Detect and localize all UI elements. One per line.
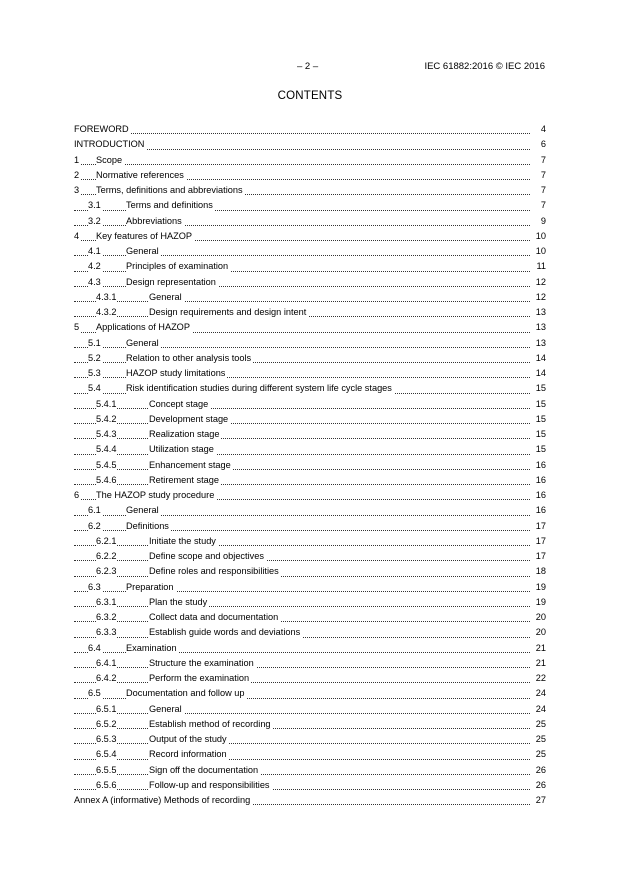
toc-entry-page: 24: [535, 686, 546, 701]
toc-entry-title: Documentation and follow up: [126, 686, 247, 701]
toc-entry-page: 21: [535, 641, 546, 656]
toc-entry-page: 10: [535, 229, 546, 244]
toc-entry[interactable]: [74, 427, 546, 442]
toc-entry-number: 3: [74, 183, 80, 198]
toc-entry-page: 13: [535, 336, 546, 351]
toc-entry[interactable]: [74, 778, 546, 793]
toc-entry-title: Enhancement stage: [149, 458, 233, 473]
dot-leader: [74, 408, 530, 409]
toc-entry-title: The HAZOP study procedure: [96, 488, 216, 503]
toc-entry-page: 17: [535, 519, 546, 534]
toc-entry[interactable]: [74, 580, 546, 595]
toc-entry[interactable]: [74, 320, 546, 335]
toc-entry-page: 15: [535, 427, 546, 442]
toc-entry-number: 6.2: [88, 519, 102, 534]
toc-entry-title: Establish guide words and deviations: [149, 625, 302, 640]
toc-entry[interactable]: [74, 534, 546, 549]
toc-entry[interactable]: [74, 656, 546, 671]
toc-entry[interactable]: [74, 412, 546, 427]
toc-entry-page: 15: [535, 381, 546, 396]
toc-entry-number: 1: [74, 153, 80, 168]
toc-entry-page: 20: [535, 625, 546, 640]
toc-entry-title: Follow-up and responsibilities: [149, 778, 272, 793]
toc-entry[interactable]: [74, 549, 546, 564]
toc-entry-number: 5.4.1: [96, 397, 117, 412]
dot-leader: [74, 469, 530, 470]
toc-entry-page: 9: [540, 214, 546, 229]
toc-entry[interactable]: [74, 564, 546, 579]
toc-entry-page: 25: [535, 732, 546, 747]
toc-entry-number: 6.2.1: [96, 534, 117, 549]
toc-entry-title: Concept stage: [149, 397, 210, 412]
toc-entry-number: 6.5: [88, 686, 102, 701]
toc-entry-number: 5.2: [88, 351, 102, 366]
toc-entry-number: 6.4.2: [96, 671, 117, 686]
toc-entry-number: 5.4.3: [96, 427, 117, 442]
toc-entry-page: 7: [540, 198, 546, 213]
toc-entry-title: General: [126, 336, 161, 351]
toc-entry-number: 5.4.4: [96, 442, 117, 457]
toc-entry-number: 4.3.2: [96, 305, 117, 320]
toc-entry-title: Key features of HAZOP: [96, 229, 194, 244]
toc-entry-number: 4.2: [88, 259, 102, 274]
toc-entry[interactable]: [74, 259, 546, 274]
toc-entry[interactable]: [74, 763, 546, 778]
toc-entry-title: HAZOP study limitations: [126, 366, 227, 381]
contents-title: CONTENTS: [277, 90, 343, 102]
toc-entry-title: Output of the study: [149, 732, 229, 747]
toc-entry[interactable]: [74, 442, 546, 457]
toc-entry-number: 4.3.1: [96, 290, 117, 305]
toc-entry-number: 6.5.3: [96, 732, 117, 747]
toc-entry[interactable]: [74, 641, 546, 656]
toc-entry-page: 13: [535, 305, 546, 320]
dot-leader: [74, 728, 530, 729]
toc-entry-number: 5: [74, 320, 80, 335]
toc-entry-page: 25: [535, 747, 546, 762]
dot-leader: [74, 743, 530, 744]
toc-entry[interactable]: [74, 305, 546, 320]
toc-entry-number: 4.1: [88, 244, 102, 259]
toc-entry-page: 19: [535, 580, 546, 595]
toc-entry-title: General: [126, 503, 161, 518]
toc-entry-title: Terms and definitions: [126, 198, 215, 213]
toc-entry-number: 4.3: [88, 275, 102, 290]
toc-entry[interactable]: [74, 610, 546, 625]
dot-leader: [74, 438, 530, 439]
toc-entry[interactable]: [74, 366, 546, 381]
toc-entry-page: 15: [535, 412, 546, 427]
toc-entry-title: Initiate the study: [149, 534, 218, 549]
toc-entry[interactable]: [74, 214, 546, 229]
toc-entry-page: 14: [535, 366, 546, 381]
dot-leader: [74, 621, 530, 622]
toc-entry[interactable]: [74, 686, 546, 701]
toc-entry-page: 26: [535, 763, 546, 778]
toc-entry-title: Preparation: [126, 580, 176, 595]
toc-entry[interactable]: [74, 458, 546, 473]
toc-entry-title: Terms, definitions and abbreviations: [96, 183, 245, 198]
toc-entry-number: 5.4.5: [96, 458, 117, 473]
toc-entry-page: 22: [535, 671, 546, 686]
toc-entry-title: Define scope and objectives: [149, 549, 266, 564]
toc-entry[interactable]: [74, 336, 546, 351]
dot-leader: [74, 667, 530, 668]
toc-entry-page: 14: [535, 351, 546, 366]
toc-entry[interactable]: [74, 275, 546, 290]
dot-leader: [74, 164, 530, 165]
toc-entry-number: 3.2: [88, 214, 102, 229]
toc-entry-title: General: [149, 702, 184, 717]
toc-entry-page: 20: [535, 610, 546, 625]
toc-entry-page: 12: [535, 290, 546, 305]
toc-entry-page: 4: [540, 122, 546, 137]
toc-entry-number: 6.4.1: [96, 656, 117, 671]
toc-entry-number: 6.2.3: [96, 564, 117, 579]
toc-entry-number: 6.5.1: [96, 702, 117, 717]
toc-entry[interactable]: [74, 702, 546, 717]
toc-entry-title: Normative references: [96, 168, 186, 183]
toc-entry-page: 13: [535, 320, 546, 335]
toc-entry[interactable]: [74, 168, 546, 183]
dot-leader: [74, 576, 530, 577]
toc-entry[interactable]: [74, 153, 546, 168]
toc-entry-page: 16: [535, 473, 546, 488]
toc-entry-title: Annex A (informative) Methods of recording: [74, 793, 252, 808]
toc-entry-number: 6.5.5: [96, 763, 117, 778]
toc-entry[interactable]: [74, 198, 546, 213]
toc-entry-title: Retirement stage: [149, 473, 221, 488]
dot-leader: [74, 545, 530, 546]
toc-entry-title: General: [126, 244, 161, 259]
toc-entry-number: 3.1: [88, 198, 102, 213]
toc-entry[interactable]: [74, 625, 546, 640]
toc-entry-page: 17: [535, 534, 546, 549]
toc-entry-number: 4: [74, 229, 80, 244]
toc-entry-page: 26: [535, 778, 546, 793]
toc-entry-title: Applications of HAZOP: [96, 320, 192, 335]
table-of-contents: [74, 122, 546, 808]
toc-entry-page: 6: [540, 137, 546, 152]
toc-entry-page: 12: [535, 275, 546, 290]
toc-entry-page: 17: [535, 549, 546, 564]
dot-leader: [74, 774, 530, 775]
toc-entry-title: Establish method of recording: [149, 717, 273, 732]
toc-entry-number: 6.3.3: [96, 625, 117, 640]
toc-entry-page: 7: [540, 153, 546, 168]
toc-entry[interactable]: [74, 290, 546, 305]
toc-entry-page: 24: [535, 702, 546, 717]
toc-entry[interactable]: [74, 229, 546, 244]
toc-entry-number: 6.1: [88, 503, 102, 518]
toc-entry[interactable]: [74, 519, 546, 534]
toc-entry[interactable]: [74, 717, 546, 732]
toc-entry[interactable]: [74, 137, 546, 152]
toc-entry[interactable]: [74, 473, 546, 488]
toc-entry-title: Abbreviations: [126, 214, 184, 229]
dot-leader: [74, 454, 530, 455]
toc-entry-page: 7: [540, 183, 546, 198]
toc-entry-title: Design representation: [126, 275, 218, 290]
toc-entry-number: 6.5.6: [96, 778, 117, 793]
page-number: – 2 –: [297, 61, 319, 72]
toc-entry-number: 6.2.2: [96, 549, 117, 564]
toc-entry-title: Relation to other analysis tools: [126, 351, 253, 366]
toc-entry[interactable]: [74, 595, 546, 610]
toc-entry-title: Collect data and documentation: [149, 610, 280, 625]
toc-entry-number: 6.4: [88, 641, 102, 656]
toc-entry-page: 16: [535, 488, 546, 503]
dot-leader: [74, 301, 530, 302]
toc-entry-number: 6: [74, 488, 80, 503]
toc-entry-page: 7: [540, 168, 546, 183]
toc-entry-page: 27: [535, 793, 546, 808]
toc-entry-number: 6.5.4: [96, 747, 117, 762]
toc-entry[interactable]: [74, 503, 546, 518]
toc-entry-number: 5.4.2: [96, 412, 117, 427]
toc-entry[interactable]: [74, 671, 546, 686]
toc-entry-title: Development stage: [149, 412, 230, 427]
toc-entry[interactable]: [74, 793, 546, 808]
toc-entry-title: Principles of examination: [126, 259, 230, 274]
toc-entry-page: 16: [535, 458, 546, 473]
toc-entry-title: FOREWORD: [74, 122, 131, 137]
toc-entry-page: 11: [535, 259, 546, 274]
toc-entry-title: Plan the study: [149, 595, 209, 610]
dot-leader: [74, 133, 530, 134]
toc-entry-page: 16: [535, 503, 546, 518]
page-header: [0, 61, 620, 75]
toc-entry-title: Risk identification studies during different system life cycle stages: [126, 381, 394, 396]
toc-entry[interactable]: [74, 397, 546, 412]
toc-entry-number: 5.3: [88, 366, 102, 381]
toc-entry-title: Examination: [126, 641, 179, 656]
toc-entry-number: 6.5.2: [96, 717, 117, 732]
toc-entry-number: 6.3: [88, 580, 102, 595]
toc-entry-title: Structure the examination: [149, 656, 256, 671]
toc-entry-title: Utilization stage: [149, 442, 216, 457]
toc-entry-number: 5.4.6: [96, 473, 117, 488]
toc-entry-page: 19: [535, 595, 546, 610]
toc-entry-title: Define roles and responsibilities: [149, 564, 281, 579]
toc-entry-page: 21: [535, 656, 546, 671]
document-reference: IEC 61882:2016 © IEC 2016: [424, 61, 545, 72]
toc-entry-title: Record information: [149, 747, 229, 762]
toc-entry-page: 10: [535, 244, 546, 259]
dot-leader: [74, 713, 530, 714]
toc-entry-page: 18: [535, 564, 546, 579]
toc-entry[interactable]: [74, 122, 546, 137]
toc-entry-title: Sign off the documentation: [149, 763, 260, 778]
toc-entry-number: 2: [74, 168, 80, 183]
toc-entry-title: Scope: [96, 153, 124, 168]
toc-entry-number: 5.1: [88, 336, 102, 351]
toc-entry[interactable]: [74, 244, 546, 259]
toc-entry-title: Perform the examination: [149, 671, 251, 686]
dot-leader: [74, 759, 530, 760]
toc-entry[interactable]: [74, 732, 546, 747]
dot-leader: [74, 606, 530, 607]
toc-entry[interactable]: [74, 488, 546, 503]
toc-entry-number: 5.4: [88, 381, 102, 396]
dot-leader: [74, 682, 530, 683]
dot-leader: [74, 560, 530, 561]
dot-leader: [74, 789, 530, 790]
toc-entry[interactable]: [74, 351, 546, 366]
toc-entry[interactable]: [74, 183, 546, 198]
toc-entry[interactable]: [74, 381, 546, 396]
toc-entry-page: 15: [535, 442, 546, 457]
toc-entry-page: 25: [535, 717, 546, 732]
toc-entry[interactable]: [74, 747, 546, 762]
toc-entry-page: 15: [535, 397, 546, 412]
toc-entry-title: Realization stage: [149, 427, 221, 442]
toc-entry-title: Design requirements and design intent: [149, 305, 308, 320]
toc-entry-title: Definitions: [126, 519, 171, 534]
dot-leader: [74, 423, 530, 424]
toc-entry-title: INTRODUCTION: [74, 137, 146, 152]
toc-entry-number: 6.3.2: [96, 610, 117, 625]
dot-leader: [74, 484, 530, 485]
toc-entry-number: 6.3.1: [96, 595, 117, 610]
toc-entry-title: General: [149, 290, 184, 305]
